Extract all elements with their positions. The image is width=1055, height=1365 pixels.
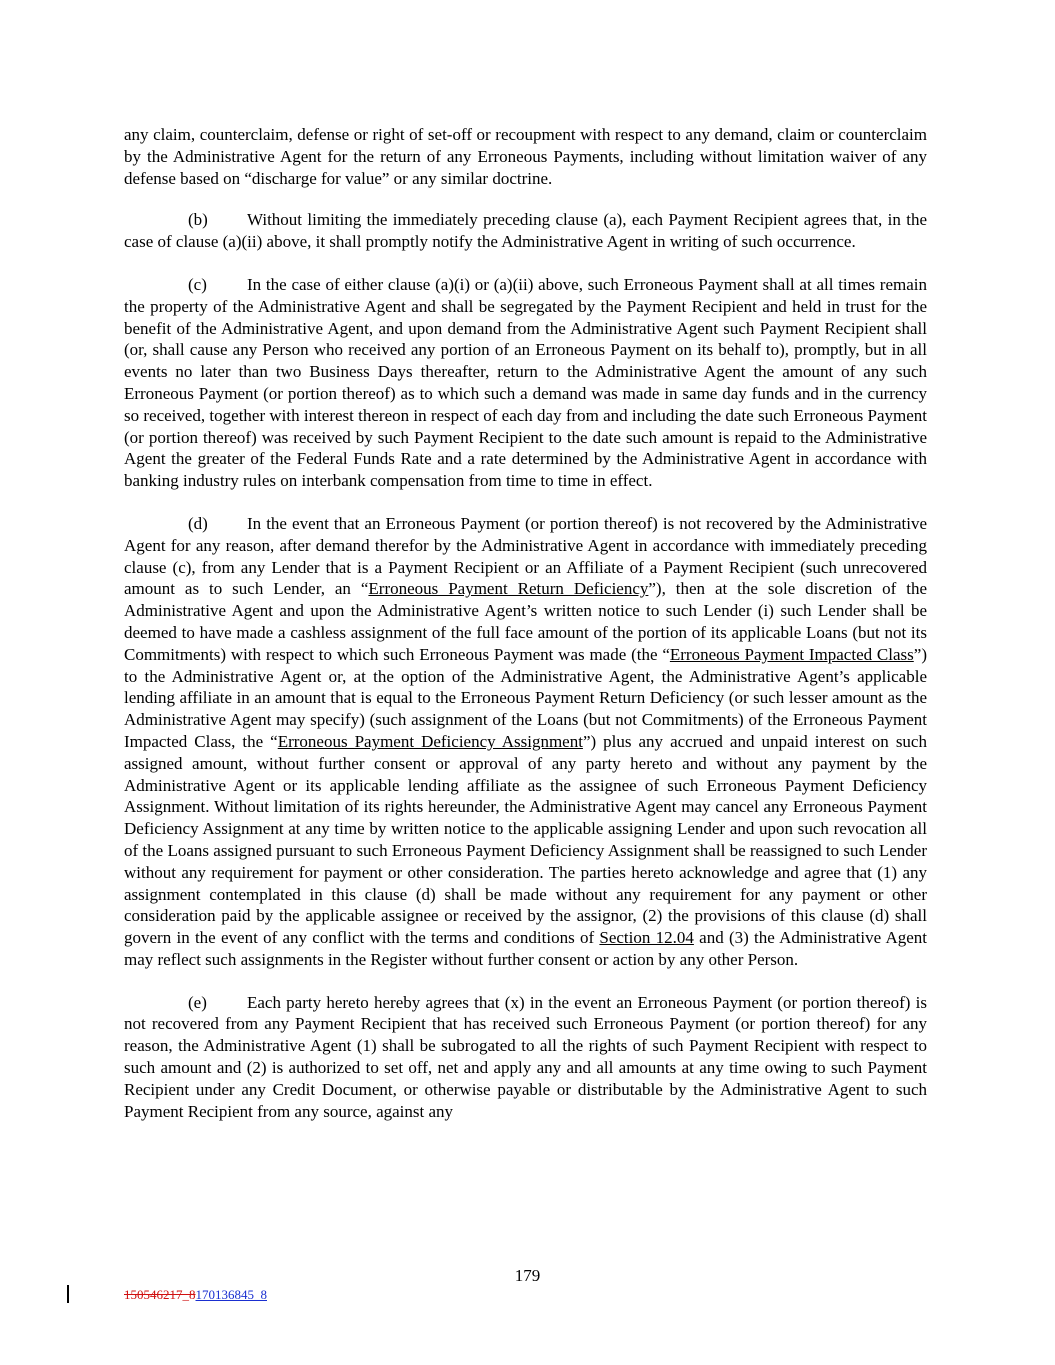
clause-c xyxy=(124,274,927,492)
clause-b xyxy=(124,209,927,253)
clause-b-text: Without limiting the immediately preceding clause (a), each Payment Recipient agrees that, in the case of clause (a)(ii) above, it shall promptly notify the Administrative Agent in writing of such occurrence. xyxy=(124,210,927,252)
clause-d-text-4: ”) plus any accrued and unpaid interest on such assigned amount, without further consent or approval of any party hereto and without any payment by the Administrative Agent or its applicable lending affiliate as the assignee of such Erroneous Payment Deficiency Assignment. Without limitation of its rights hereunder, the Administrative Agent may cancel any Erroneous Payment Deficiency Assignment at any time by written notice to the applicable assigning Lender and upon such revocation all of the Loans assigned pursuant to such Erroneous Payment Deficiency Assignment shall be reassigned to such Lender without any requirement for payment or other consideration. The parties hereto acknowledge and agree that (1) any assignment contemplated in this clause (d) shall be made without any requirement for any payment or other consideration paid by the applicable assignee or received by the assignor, (2) the provisions of this clause (d) shall govern in the event of any conflict with the terms and conditions of xyxy=(124,731,927,948)
clause-e-text: Each party hereto hereby agrees that (x) in the event an Erroneous Payment (or portion thereof) is not recovered from any Payment Recipient that has received such Erroneous Payment (or portion thereof) for any reason, the Administrative Agent (1) shall be subrogated to all the rights of such Payment Recipient with respect to such amount and (2) is authorized to set off, net and apply any and all amounts at any time owing to such Payment Recipient under any Credit Document, or otherwise payable or distributable by the Administrative Agent to such Payment Recipient from any source, against any xyxy=(124,992,927,1121)
document-id xyxy=(124,1287,267,1303)
continuation-paragraph: any claim, counterclaim, defense or right of set-off or recoupment with respect to any demand, claim or counterclaim by the Administrative Agent for the return of any Erroneous Payments, including without limitation waiver of any defense based on “discharge for value” or any similar doctrine. xyxy=(124,125,927,188)
defined-term-return-deficiency: Erroneous Payment Return Deficiency xyxy=(368,579,649,599)
document-body xyxy=(124,124,927,1143)
document-id-deleted: 150546217_8 xyxy=(124,1287,196,1302)
clause-e-label: (e) xyxy=(188,992,207,1012)
section-reference: Section 12.04 xyxy=(599,928,694,948)
clause-d-text-3: ”) to the Administrative Agent or, at the option of the Administrative Agent, the Administrative Agent’s applicable lending affiliate in an amount that is equal to the Erroneous Payment Return Deficiency (or such lesser amount as the Administrative Agent may specify) (such assignment of the Loans (but not Commitments) of the Erroneous Payment Impacted Class, the “ xyxy=(124,644,927,751)
page-number: 179 xyxy=(514,1266,541,1285)
defined-term-deficiency-assignment: Erroneous Payment Deficiency Assignment xyxy=(277,731,583,751)
clause-d-text-1: In the event that an Erroneous Payment (or portion thereof) is not recovered by the Administrative Agent for any reason, after demand therefor by the Administrative Agent in accordance with immediately preceding clause (c), from any Lender that is a Payment Recipient or an Affiliate of a Payment Recipient (such unrecovered amount as to such Lender, an “ xyxy=(124,513,927,599)
change-bar xyxy=(67,1285,69,1303)
clause-b-label: (b) xyxy=(188,210,208,230)
clause-c-text: In the case of either clause (a)(i) or (a)(ii) above, such Erroneous Payment shall at all times remain the property of the Administrative Agent and shall be segregated by the Payment Recipient and held in trust for the benefit of the Administrative Agent, and upon demand from the Administrative Agent such Payment Recipient shall (or, shall cause any Person who received any portion of an Erroneous Payment on its behalf to), promptly, but in all events no later than two Business Days thereafter, return to the Administrative Agent the amount of any such Erroneous Payment (or portion thereof) as to which such a demand was made in same day funds and in the currency so received, together with interest thereon in respect of each day from and including the date such Erroneous Payment (or portion thereof) was received by such Payment Recipient to the date such amount is repaid to the Administrative Agent the greater of the Federal Funds Rate and a rate determined by the Administrative Agent in accordance with banking industry rules on interbank compensation from time to time in effect. xyxy=(124,274,927,491)
clause-d-label: (d) xyxy=(188,513,208,533)
clause-c-label: (c) xyxy=(188,274,207,294)
clause-e xyxy=(124,992,927,1123)
clause-d-text-5: and (3) the Administrative Agent may reflect such assignments in the Register without further consent or action by any other Person. xyxy=(124,928,927,969)
defined-term-impacted-class: Erroneous Payment Impacted Class xyxy=(669,644,914,664)
document-id-inserted: 170136845_8 xyxy=(195,1287,267,1302)
clause-d xyxy=(124,513,927,971)
clause-d-text-2: ”), then at the sole discretion of the Administrative Agent and upon the Administrative Agent’s written notice to such Lender (i) such Lender shall be deemed to have made a cashless assignment of the full face amount of the portion of its applicable Loans (but not its Commitments) with respect to which such Erroneous Payment was made (the “ xyxy=(124,579,927,664)
